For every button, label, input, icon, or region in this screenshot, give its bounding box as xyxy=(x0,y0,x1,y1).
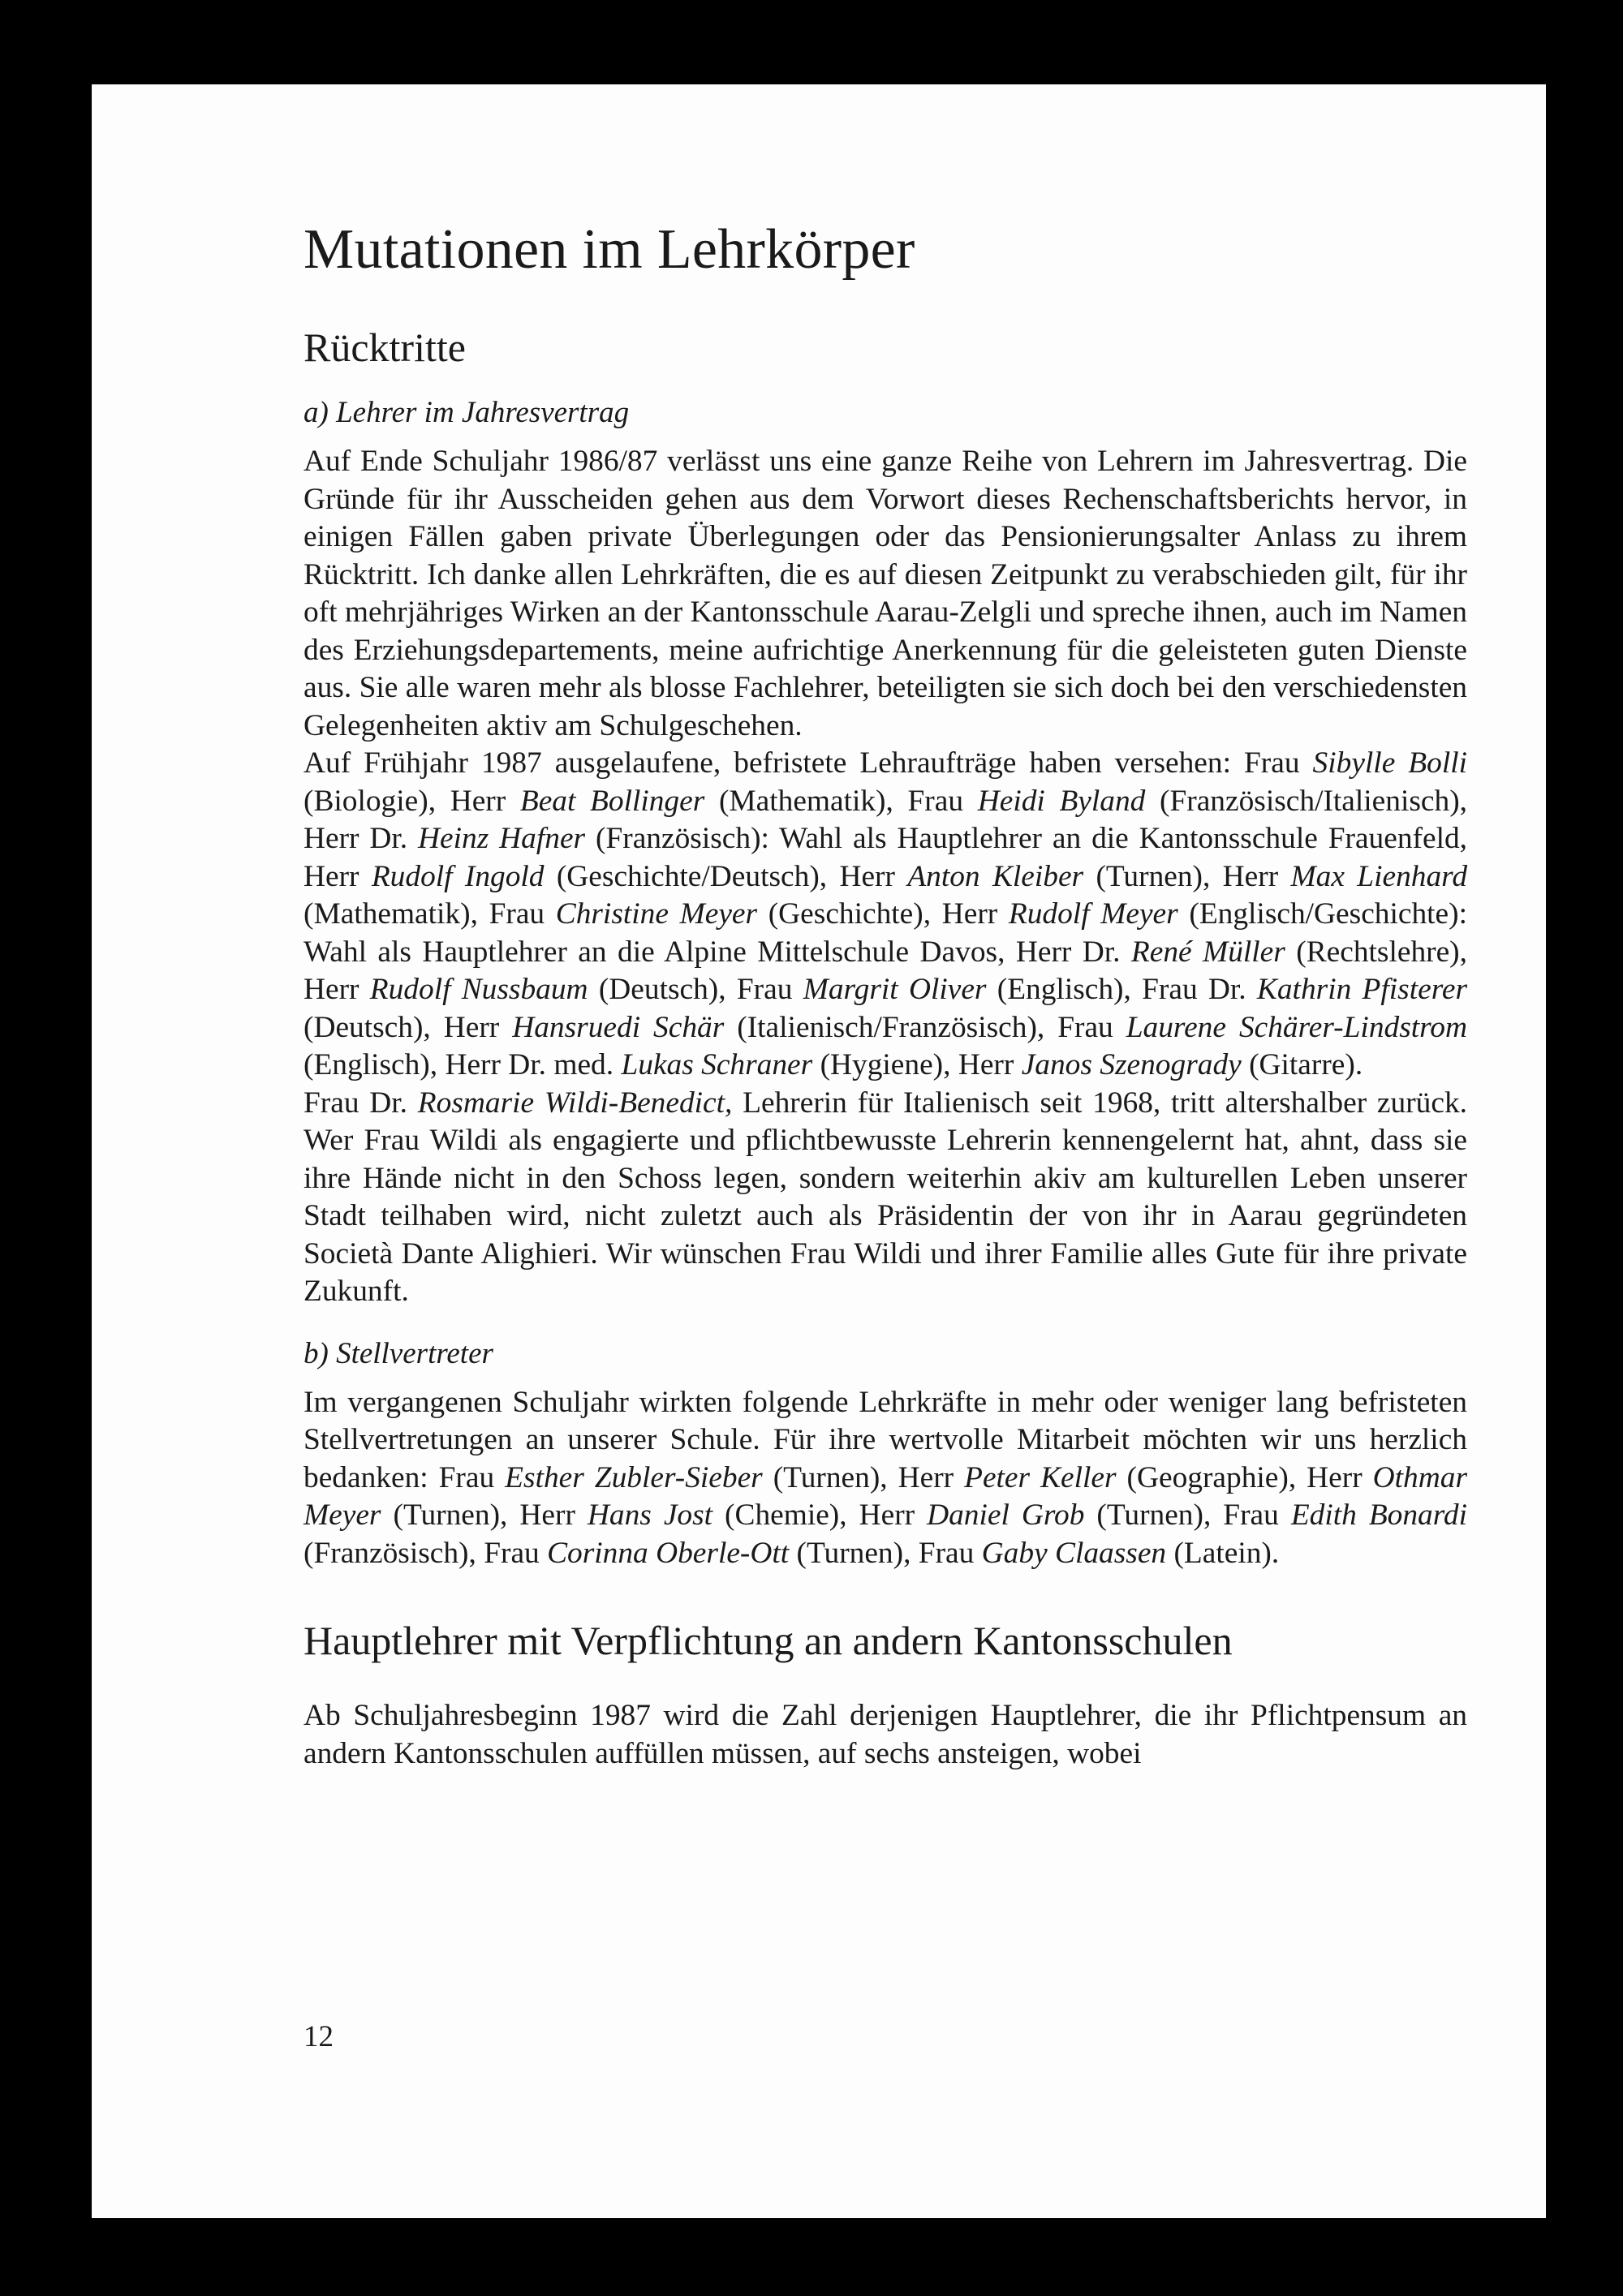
text-segment: (Hygiene), Herr xyxy=(812,1048,1022,1081)
text-segment: (Biologie), Herr xyxy=(304,784,520,818)
text-segment: (Französisch/Italienisch), Herr Dr. xyxy=(304,784,1467,855)
teacher-name: Christine Meyer xyxy=(555,897,758,931)
teacher-name: Rudolf Nussbaum xyxy=(369,973,588,1006)
text-segment: Auf Frühjahr 1987 ausgelaufene, befristete Lehraufträge haben versehen: Frau xyxy=(304,746,1313,780)
text-segment: (Geschichte), Herr xyxy=(757,897,1009,931)
teacher-name: Rudolf Meyer xyxy=(1008,897,1178,931)
text-segment: (Turnen), Herr xyxy=(762,1460,965,1494)
paragraph-ruecktritte-intro: Auf Ende Schuljahr 1986/87 verlässt uns eine ganze Reihe von Lehrern im Jahresvertrag. Die Gründe für ihr Ausscheiden gehen aus dem Vorwort dieses Rechenschaftsberichts hervor, in einigen Fällen gaben private Überlegungen oder das Pensionierungsalter Anlass zu ihrem Rücktritt. Ich danke allen Lehrkräften, die es auf diesen Zeitpunkt zu verabschieden gilt, für ihr oft mehrjähriges Wirken an der Kantonsschule Aarau-Zelgli und spreche ihnen, auch im Namen des Erziehungsdepartements, meine aufrichtige Anerkennung für die geleisteten guten Dienste aus. Sie alle waren mehr als blosse Fachlehrer, beteiligten sie sich doch bei den verschiedensten Gelegenheiten aktiv am Schulgeschehen. xyxy=(304,445,1467,742)
text-segment: (Mathematik), Frau xyxy=(304,897,556,931)
teacher-name: Margrit Oliver xyxy=(803,973,987,1006)
text-segment: (Englisch), Frau Dr. xyxy=(986,973,1257,1006)
teacher-name: Rudolf Ingold xyxy=(371,859,545,893)
text-segment: (Turnen), Frau xyxy=(1084,1498,1291,1532)
document-page xyxy=(92,84,1546,2218)
text-segment: Lehrerin für Italienisch seit 1968, tritt altershalber zurück. Wer Frau Wildi als engagierte und pflichtbewusste Lehrerin kennengelernt hat, ahnt, dass sie ihre Hände nicht in den Schoss legen, sondern weiterhin akiv am kulturellen Leben unserer Stadt teilhaben wird, nicht zuletzt auch als Präsidentin der von ihr in Aarau gegründeten Società Dante Alighieri. Wir wünschen Frau Wildi und ihrer Familie alles Gute für ihre private Zukunft. xyxy=(304,1086,1467,1308)
teacher-name: Beat Bollinger xyxy=(519,784,705,818)
text-segment: (Turnen), Herr xyxy=(1083,859,1291,893)
teacher-name: Anton Kleiber xyxy=(907,859,1084,893)
teacher-name: Sibylle Bolli xyxy=(1312,746,1468,780)
text-segment: (Englisch), Herr Dr. med. xyxy=(304,1048,622,1081)
teacher-name: Hans Jost xyxy=(587,1498,713,1532)
paragraph-wildi-benedict xyxy=(304,1085,1467,1311)
teacher-name: Esther Zubler-Sieber xyxy=(505,1460,763,1494)
paragraph-stellvertreter xyxy=(304,1384,1467,1573)
teacher-name: Lukas Schraner xyxy=(621,1048,813,1081)
text-segment: (Turnen), Frau xyxy=(789,1536,982,1570)
teacher-name: Max Lienhard xyxy=(1290,859,1468,893)
teacher-name: Corinna Oberle-Ott xyxy=(547,1536,790,1570)
text-segment: (Deutsch), Herr xyxy=(304,1010,513,1044)
teacher-name: Hansruedi Schär xyxy=(512,1010,725,1044)
teacher-name: Heinz Hafner xyxy=(418,822,586,855)
teacher-name: Laurene Schärer-Lindstrom xyxy=(1126,1010,1468,1044)
teacher-name: René Müller xyxy=(1130,935,1285,969)
text-segment: (Französisch), Frau xyxy=(304,1536,548,1570)
page-content xyxy=(304,216,1467,1773)
teacher-name: Rosmarie Wildi-Benedict, xyxy=(417,1086,733,1120)
subsection-heading-lehrer-im-jahresvertrag: a) Lehrer im Jahresvertrag xyxy=(304,396,630,429)
teacher-name: Kathrin Pfisterer xyxy=(1256,973,1467,1006)
section-heading-ruecktritte: Rücktritte xyxy=(304,325,466,370)
text-segment: (Französisch): Wahl als Hauptlehrer an die Kantonsschule Frauenfeld, Herr xyxy=(304,822,1468,893)
text-segment: (Mathematik), Frau xyxy=(704,784,978,818)
text-segment: (Geschichte/Deutsch), Herr xyxy=(544,859,908,893)
text-segment: (Englisch/Geschichte): Wahl als Hauptlehrer an die Alpine Mittelschule Davos, Herr Dr. xyxy=(304,897,1467,969)
teacher-name: Peter Keller xyxy=(964,1460,1117,1494)
text-segment: (Deutsch), Frau xyxy=(588,973,803,1006)
teacher-name: Othmar Meyer xyxy=(304,1460,1467,1532)
teacher-name: Daniel Grob xyxy=(927,1498,1085,1532)
text-segment: (Turnen), Herr xyxy=(381,1498,588,1532)
text-segment: (Geographie), Herr xyxy=(1116,1460,1373,1494)
subsection-heading-stellvertreter: b) Stellvertreter xyxy=(304,1336,493,1370)
page-title: Mutationen im Lehrkörper xyxy=(304,218,915,281)
teacher-name: Gaby Claassen xyxy=(981,1536,1167,1570)
text-segment: (Gitarre). xyxy=(1241,1048,1363,1081)
teacher-name: Janos Szenogrady xyxy=(1021,1048,1242,1081)
text-segment: Im vergangenen Schuljahr wirkten folgende Lehrkräfte in mehr oder weniger lang befristeten Stellvertretungen an unserer Schule. Für ihre wertvolle Mitarbeit möchten wir uns herzlich bedanken: Frau xyxy=(304,1385,1467,1494)
text-segment: Frau Dr. xyxy=(304,1086,418,1120)
teacher-name: Edith Bonardi xyxy=(1290,1498,1467,1532)
paragraph-hauptlehrer: Ab Schuljahresbeginn 1987 wird die Zahl derjenigen Hauptlehrer, die ihr Pflichtpensum an andern Kantonsschulen auffüllen müssen, auf sechs ansteigen, wobei xyxy=(304,1699,1467,1770)
section-heading-hauptlehrer: Hauptlehrer mit Verpflichtung an andern Kantonsschulen xyxy=(304,1618,1233,1663)
teacher-name: Heidi Byland xyxy=(977,784,1146,818)
text-segment: (Rechtslehre), Herr xyxy=(304,935,1467,1006)
text-segment: (Italienisch/Französisch), Frau xyxy=(724,1010,1126,1044)
text-segment: (Latein). xyxy=(1166,1536,1280,1570)
paragraph-befristete-lehrauftraege xyxy=(304,745,1467,1085)
page-number: 12 xyxy=(304,2020,334,2053)
text-segment: (Chemie), Herr xyxy=(712,1498,928,1532)
